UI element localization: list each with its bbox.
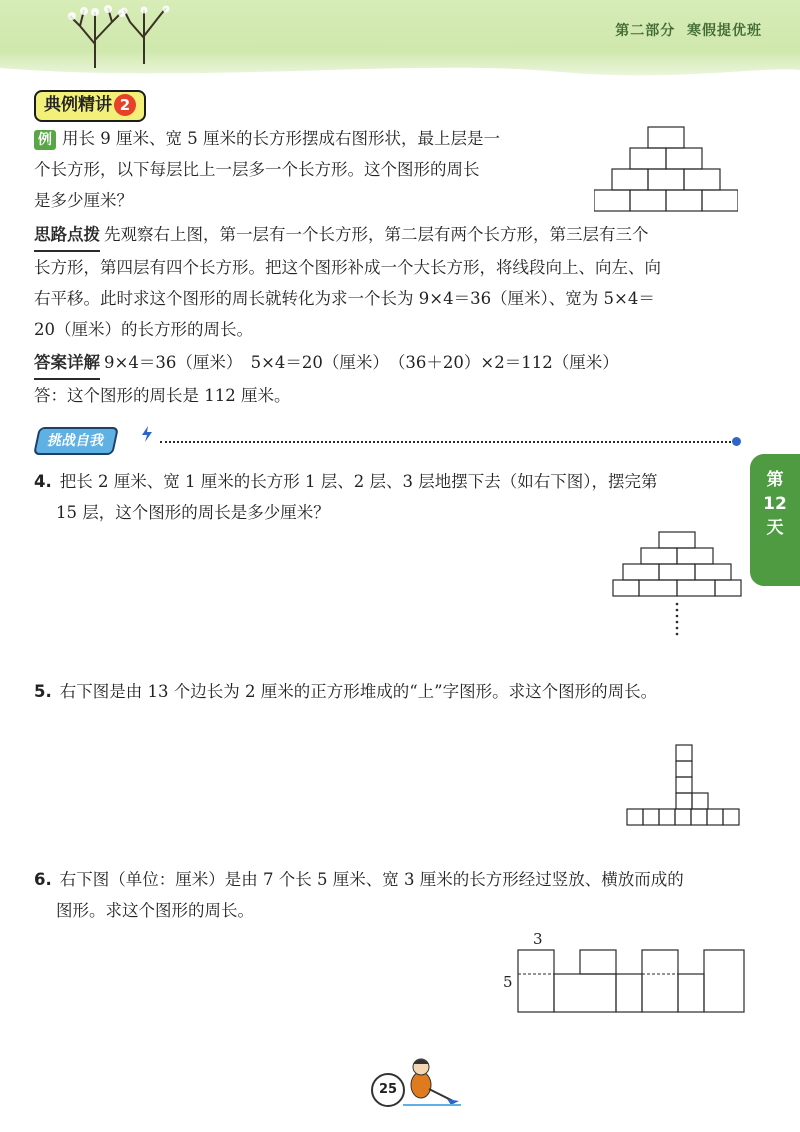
tree-icon (116, 4, 172, 64)
header-wave (0, 62, 800, 84)
question-6-figure (500, 930, 750, 1020)
question-number: 6. (34, 870, 52, 889)
side-tab-line: 第 (766, 470, 784, 490)
question-4-figure (612, 530, 742, 640)
question-number: 5. (34, 682, 52, 701)
example-line: 用长 9 厘米、宽 5 厘米的长方形摆成右图形状，最上层是一 (62, 129, 500, 148)
page-header (0, 0, 800, 78)
example-problem (34, 123, 584, 216)
hint-line: 长方形，第四层有四个长方形。把这个图形补成一个大长方形，将线段向上、向左、向 (34, 258, 661, 277)
example-label: 例 (34, 130, 56, 150)
side-tab-line: 天 (766, 518, 784, 538)
question-6 (34, 864, 754, 926)
dimension-width-label: 3 (533, 930, 543, 948)
divider-dot (732, 437, 741, 446)
hint-label: 思路点拨 (34, 219, 100, 252)
divider-dotted (160, 441, 735, 443)
lightning-icon (140, 426, 154, 442)
header-section: 第二部分 (615, 23, 676, 39)
answer-block (34, 347, 754, 411)
answer-line: 答：这个图形的周长是 112 厘米。 (34, 386, 291, 405)
answer-line: 9×4＝36（厘米） 5×4＝20（厘米） （36＋20）×2＝112（厘米） (104, 353, 619, 372)
hint-block (34, 219, 754, 345)
question-line: 图形。求这个图形的周长。 (56, 901, 254, 920)
challenge-banner (33, 427, 119, 455)
mascot-icon (395, 1055, 465, 1107)
example-pyramid-figure (594, 125, 738, 215)
question-line: 右下图（单位：厘米）是由 7 个长 5 厘米、宽 3 厘米的长方形经过竖放、横放而成的 (59, 870, 684, 889)
example-section-number: 2 (114, 94, 136, 116)
header-course: 寒假提优班 (687, 23, 762, 39)
example-section-label: 典例精讲 (44, 95, 112, 115)
example-section-title (34, 90, 146, 122)
dimension-height-label: 5 (503, 973, 513, 991)
page-number: 25 (371, 1073, 405, 1107)
question-number: 4. (34, 472, 52, 491)
question-4 (34, 466, 746, 528)
example-line: 是多少厘米？ (34, 191, 133, 210)
hint-line: 先观察右上图，第一层有一个长方形，第二层有两个长方形，第三层有三个 (104, 225, 649, 244)
day-side-tab (750, 454, 800, 586)
hint-line: 右平移。此时求这个图形的周长就转化为求一个长为 9×4＝36（厘米）、宽为 5×4＝ (34, 289, 655, 308)
question-line: 把长 2 厘米、宽 1 厘米的长方形 1 层、2 层、3 层地摆下去（如右下图），摆完第 (59, 472, 658, 491)
header-title (615, 20, 762, 40)
question-5 (34, 676, 754, 707)
challenge-title: 挑战自我 (46, 433, 106, 449)
question-line: 右下图是由 13 个边长为 2 厘米的正方形堆成的“上”字图形。求这个图形的周长。 (59, 682, 658, 701)
answer-label: 答案详解 (34, 347, 100, 380)
question-5-figure (626, 744, 744, 826)
hint-line: 20（厘米）的长方形的周长。 (34, 320, 253, 339)
side-tab-line: 12 (763, 494, 787, 514)
example-line: 个长方形，以下每层比上一层多一个长方形。这个图形的周长 (34, 160, 480, 179)
question-line: 15 层，这个图形的周长是多少厘米？ (56, 503, 330, 522)
